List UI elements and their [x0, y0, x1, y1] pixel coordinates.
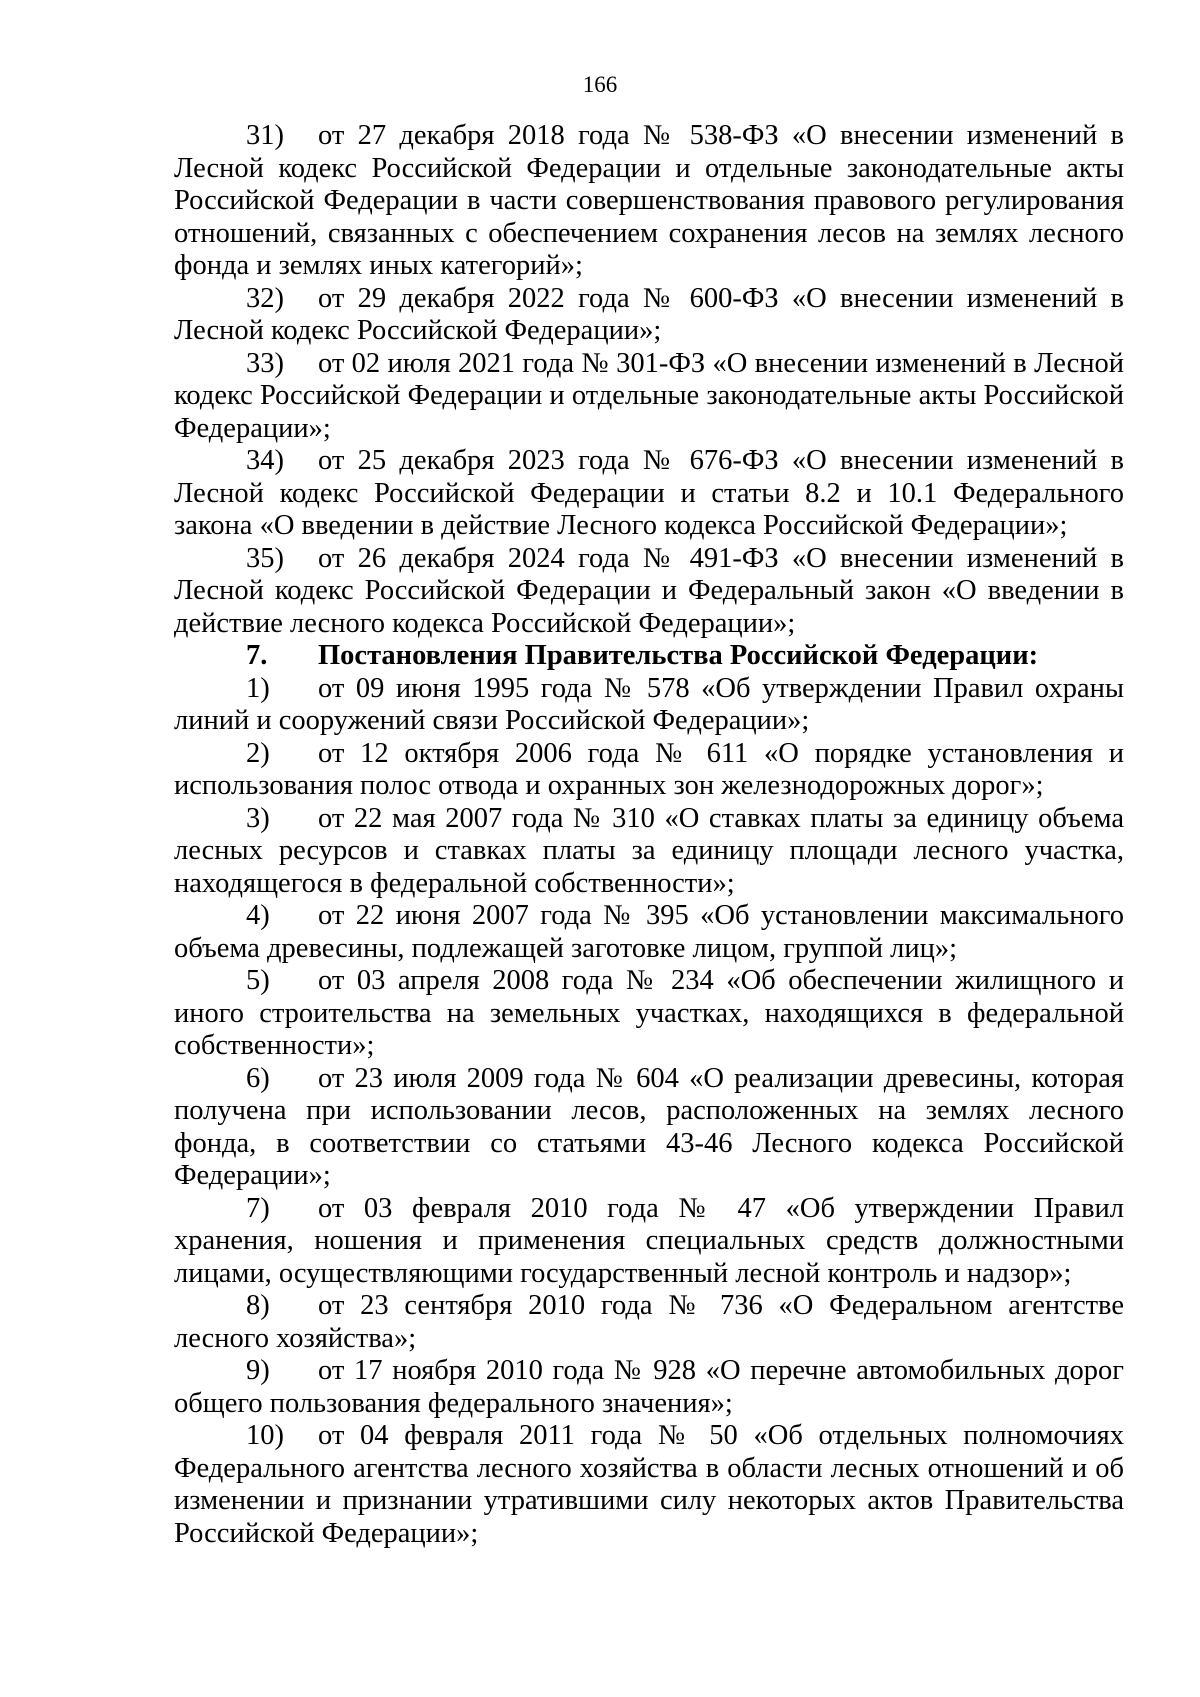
item-text: от 23 сентября 2010 года № 736 «О Федеральном агентстве лесного хозяйства»;	[174, 1290, 1132, 1354]
item-text: от 02 июля 2021 года № 301-ФЗ «О внесении изменений в Лесной кодекс Российской Федерации и отдельные законодательные акты Российской Федерации»;	[174, 347, 1132, 444]
list-item	[174, 1192, 1132, 1291]
item-text: от 29 декабря 2022 года № 600-ФЗ «О внесении изменений в Лесной кодекс Российской Федерации»;	[174, 282, 1132, 346]
list-item	[174, 1355, 1132, 1420]
list-item	[174, 542, 1132, 641]
page-number: 166	[582, 72, 618, 97]
item-text: от 17 ноября 2010 года № 928 «О перечне автомобильных дорог общего пользования федерального значения»;	[174, 1355, 1132, 1419]
item-text: от 25 декабря 2023 года № 676-ФЗ «О внесении изменений в Лесной кодекс Российской Федерации и статьи 8.2 и 10.1 Федерального закона «О введении в действие Лесного кодекса Российской Федерации»;	[174, 445, 1132, 541]
item-text: от 09 июня 1995 года № 578 «Об утверждении Правил охраны линий и сооружений связи Российской Федерации»;	[174, 672, 1132, 736]
item-number: 34)	[246, 445, 284, 476]
list-item	[174, 120, 1132, 283]
item-text: от 27 декабря 2018 года № 538-ФЗ «О внесении изменений в Лесной кодекс Российской Федерации и отдельные законодательные акты Российской Федерации в части совершенствования правового регулирования отношений, связанных с обеспечением сохранения лесов на землях лесного фонда и землях иных категорий»;	[174, 120, 1132, 281]
list-item	[174, 347, 1132, 446]
item-number: 1)	[246, 672, 270, 704]
item-number: 35)	[246, 542, 284, 574]
list-item	[174, 282, 1132, 348]
list-item	[174, 900, 1132, 965]
section-heading	[174, 640, 1124, 673]
item-text: от 03 февраля 2010 года № 47 «Об утверждении Правил хранения, ношения и применения специальных средств должностными лицами, осуществляющими государственный лесной контроль и надзор»;	[174, 1192, 1132, 1289]
list-item	[174, 737, 1132, 803]
item-text: от 12 октября 2006 года № 611 «О порядке установления и использования полос отвода и охранных зон железнодорожных дорог»;	[174, 737, 1132, 801]
section-number: 7.	[246, 640, 268, 671]
item-text: от 03 апреля 2008 года № 234 «Об обеспечении жилищного и иного строительства на земельных участках, находящихся в федеральной собственности»;	[174, 965, 1132, 1061]
list-item	[174, 445, 1132, 543]
item-number: 3)	[246, 802, 270, 834]
item-text: от 22 мая 2007 года № 310 «О ставках платы за единицу объема лесных ресурсов и ставках платы за единицу площади лесного участка, находящегося в федеральной собственности»;	[174, 802, 1132, 899]
item-number: 10)	[246, 1420, 284, 1451]
item-number: 33)	[246, 347, 284, 379]
item-text: от 23 июля 2009 года № 604 «О реализации древесины, которая получена при использовании лесов, расположенных на землях лесного фонда, в соответствии со статьями 43-46 Лесного кодекса Российской Федерации»;	[174, 1062, 1132, 1191]
list-item	[174, 1290, 1132, 1355]
list-item	[174, 1062, 1132, 1193]
list-item	[174, 1420, 1132, 1550]
item-number: 8)	[246, 1290, 270, 1321]
list-item	[174, 802, 1132, 901]
section-title: Постановления Правительства Российской Федерации:	[318, 640, 1039, 671]
item-number: 4)	[246, 900, 270, 931]
list-item	[174, 672, 1132, 738]
list-item	[174, 965, 1132, 1063]
item-number: 7)	[246, 1192, 270, 1224]
document-body	[174, 120, 1132, 1550]
item-number: 32)	[246, 282, 284, 314]
item-text: от 26 декабря 2024 года № 491-ФЗ «О внесении изменений в Лесной кодекс Российской Федерации и Федеральный закон «О введении в действие лесного кодекса Российской Федерации»;	[174, 542, 1132, 639]
item-number: 2)	[246, 737, 270, 769]
item-text: от 04 февраля 2011 года № 50 «Об отдельных полномочиях Федерального агентства лесного хозяйства в области лесных отношений и об изменении и признании утратившими силу некоторых актов Правительства Российской Федерации»;	[174, 1420, 1132, 1549]
item-number: 5)	[246, 965, 270, 996]
item-number: 9)	[246, 1355, 270, 1386]
item-number: 6)	[246, 1062, 270, 1094]
item-text: от 22 июня 2007 года № 395 «Об установлении максимального объема древесины, подлежащей заготовке лицом, группой лиц»;	[174, 900, 1132, 964]
item-number: 31)	[246, 120, 284, 151]
